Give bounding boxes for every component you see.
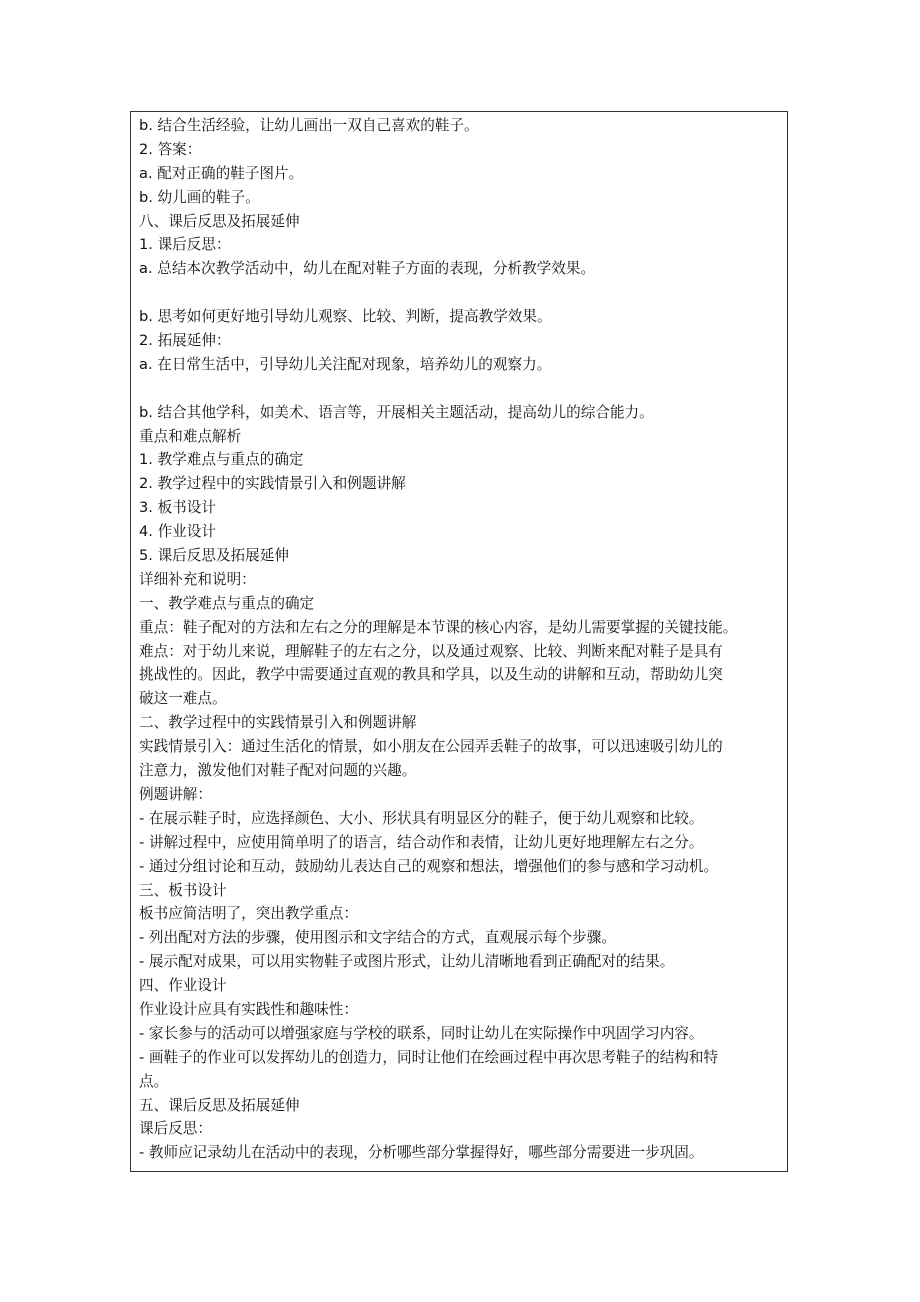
- text-line: - 家长参与的活动可以增强家庭与学校的联系，同时让幼儿在实际操作中巩固学习内容。: [139, 1024, 704, 1042]
- text-line: 课后反思：: [139, 1120, 212, 1138]
- text-line: 4. 作业设计: [139, 523, 216, 541]
- text-line: 2. 拓展延伸：: [139, 332, 231, 350]
- text-line: 实践情景引入：通过生活化的情景，如小朋友在公园弄丢鞋子的故事，可以迅速吸引幼儿的: [139, 738, 723, 756]
- text-line: 三、板书设计: [139, 881, 227, 899]
- text-line: 点。: [139, 1072, 169, 1090]
- text-line: 2. 教学过程中的实践情景引入和例题讲解: [139, 475, 406, 493]
- text-line: 八、课后反思及拓展延伸: [139, 212, 300, 230]
- text-line: - 展示配对成果，可以用实物鞋子或图片形式，让幼儿清晰地看到正确配对的结果。: [139, 953, 675, 971]
- text-line: [139, 377, 787, 401]
- text-line: 作业设计应具有实践性和趣味性：: [139, 1000, 358, 1018]
- text-line: - 列出配对方法的步骤，使用图示和文字结合的方式，直观展示每个步骤。: [139, 929, 616, 947]
- text-line: b. 结合生活经验，让幼儿画出一双自己喜欢的鞋子。: [139, 117, 479, 134]
- text-line: 难点：对于幼儿来说，理解鞋子的左右之分，以及通过观察、比较、判断来配对鞋子是具有: [139, 642, 723, 660]
- text-line: 详细补充和说明：: [139, 570, 256, 588]
- text-line: 五、课后反思及拓展延伸: [139, 1096, 300, 1114]
- text-line: a. 配对正确的鞋子图片。: [139, 164, 304, 182]
- text-line: 1. 课后反思：: [139, 236, 231, 254]
- text-line: 5. 课后反思及拓展延伸: [139, 547, 289, 565]
- text-line: 挑战性的。因此，教学中需要通过直观的教具和学具，以及生动的讲解和互动，帮助幼儿突: [139, 666, 723, 684]
- text-line: 破这一难点。: [139, 690, 227, 708]
- document-frame: [130, 111, 788, 1172]
- text-line: - 画鞋子的作业可以发挥幼儿的创造力，同时让他们在绘画过程中再次思考鞋子的结构和特: [139, 1048, 719, 1066]
- text-line: - 在展示鞋子时，应选择颜色、大小、形状具有明显区分的鞋子，便于幼儿观察和比较。: [139, 809, 704, 827]
- text-line: - 讲解过程中，应使用简单明了的语言，结合动作和表情，让幼儿更好地理解左右之分。: [139, 833, 704, 851]
- text-line: - 通过分组讨论和互动，鼓励幼儿表达自己的观察和想法，增强他们的参与感和学习动机。: [139, 857, 719, 875]
- text-line: 例题讲解：: [139, 785, 212, 803]
- text-line: b. 结合其他学科，如美术、语言等，开展相关主题活动，提高幼儿的综合能力。: [139, 403, 654, 421]
- text-line: 四、作业设计: [139, 977, 227, 995]
- text-line: 1. 教学难点与重点的确定: [139, 451, 304, 469]
- text-line: - 教师应记录幼儿在活动中的表现，分析哪些部分掌握得好，哪些部分需要进一步巩固。: [139, 1144, 704, 1162]
- text-line: a. 总结本次教学活动中，幼儿在配对鞋子方面的表现，分析教学效果。: [139, 260, 596, 278]
- text-line: a. 在日常生活中，引导幼儿关注配对现象，培养幼儿的观察力。: [139, 355, 552, 373]
- text-line: b. 思考如何更好地引导幼儿观察、比较、判断，提高教学效果。: [139, 308, 552, 326]
- text-line: b. 幼儿画的鞋子。: [139, 188, 260, 206]
- text-line: 重点：鞋子配对的方法和左右之分的理解是本节课的核心内容，是幼儿需要掌握的关键技能。: [139, 618, 738, 636]
- text-line: 重点和难点解析: [139, 427, 242, 445]
- text-line: 注意力，激发他们对鞋子配对问题的兴趣。: [139, 762, 417, 780]
- text-line: 3. 板书设计: [139, 499, 216, 517]
- text-line: 一、教学难点与重点的确定: [139, 594, 315, 612]
- text-line: [139, 281, 787, 305]
- text-line: 二、教学过程中的实践情景引入和例题讲解: [139, 714, 417, 732]
- text-line: 板书应简洁明了，突出教学重点：: [139, 905, 358, 923]
- text-line: 2. 答案：: [139, 140, 202, 158]
